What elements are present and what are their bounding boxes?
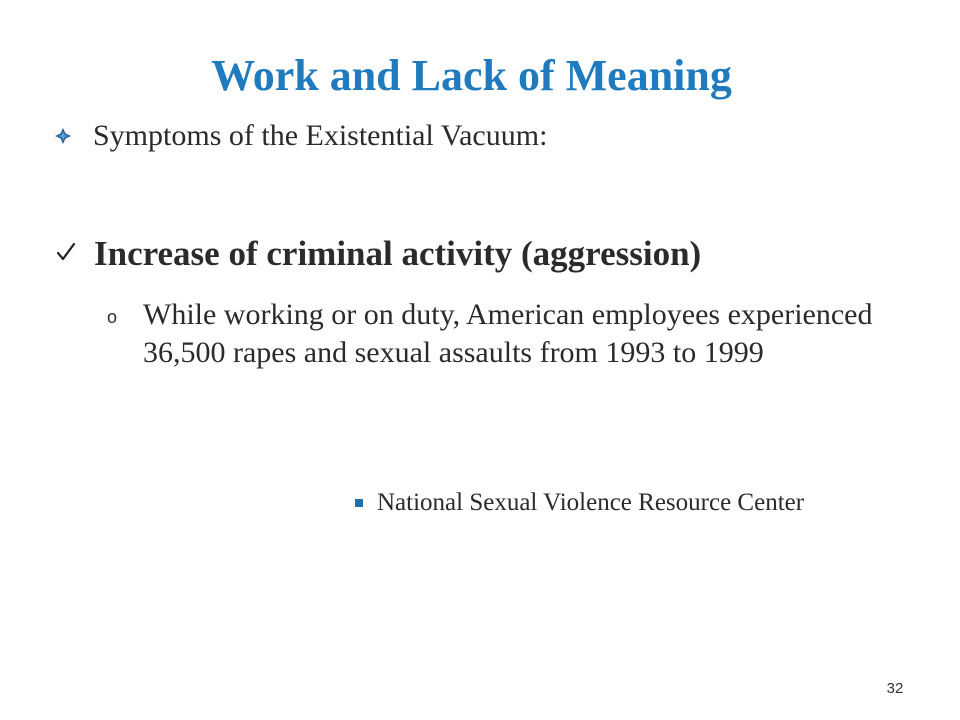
bullet-text: Increase of criminal activity (aggression) bbox=[94, 234, 702, 273]
check-icon bbox=[57, 242, 75, 262]
circle-bullet-icon: o bbox=[107, 307, 118, 327]
bullet-text: While working or on duty, American employees experienced 36,500 rapes and sexual assaults from 1993 to 1999 bbox=[143, 298, 873, 369]
square-bullet-icon bbox=[355, 499, 363, 507]
diamond-bullet-icon bbox=[55, 128, 71, 144]
bullet-text: Symptoms of the Existential Vacuum: bbox=[93, 119, 548, 152]
page-number: 32 bbox=[886, 680, 904, 697]
citation-text: National Sexual Violence Resource Center bbox=[377, 489, 805, 516]
slide-title: Work and Lack of Meaning bbox=[211, 51, 732, 100]
